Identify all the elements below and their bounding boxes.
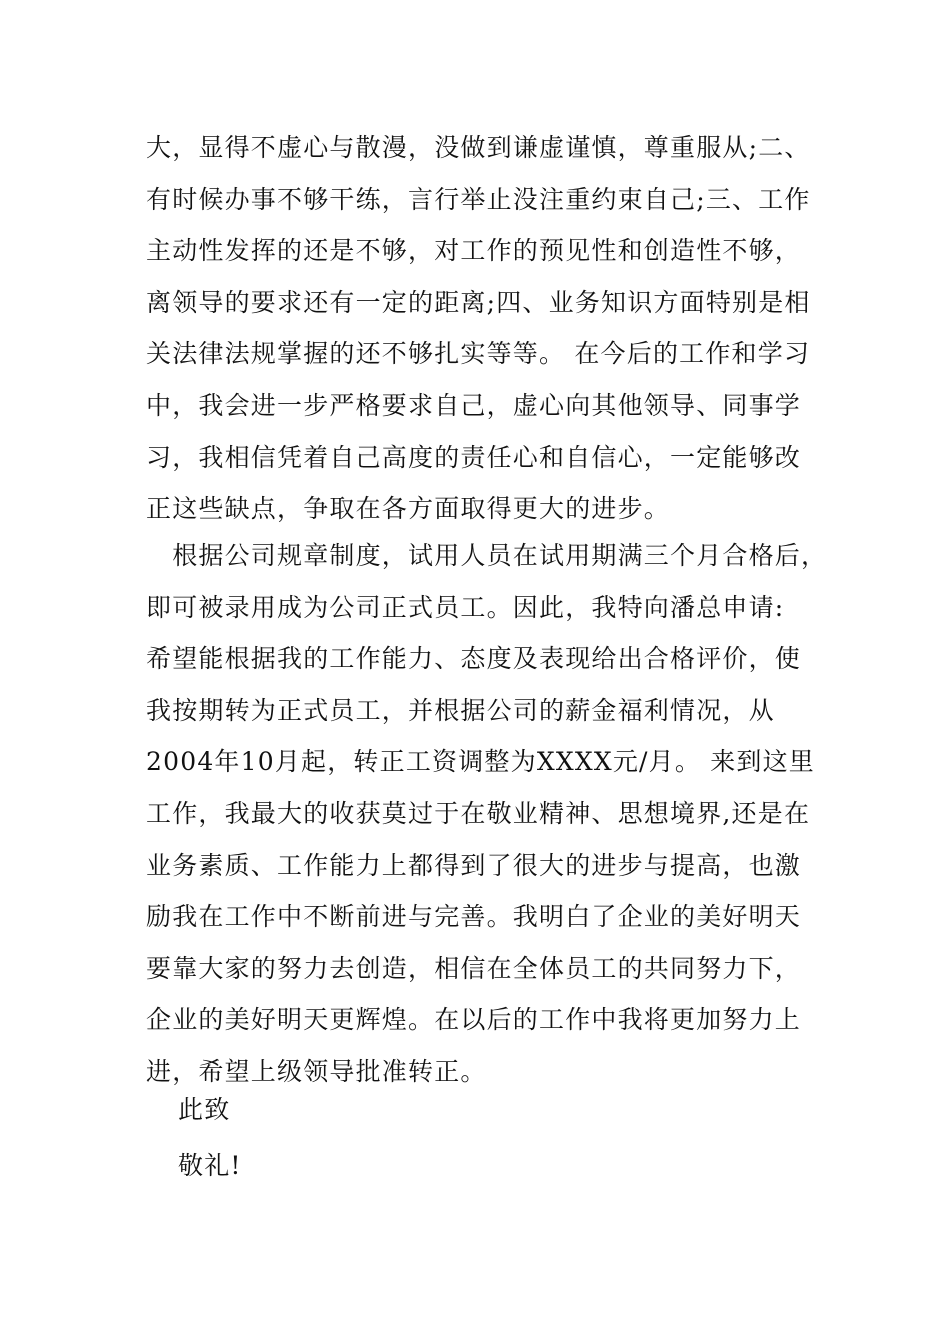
text-line: 关法律法规掌握的还不够扎实等等。 在今后的工作和学习 [146, 339, 811, 369]
text-line: 我按期转为正式员工，并根据公司的薪金福利情况，从 [146, 695, 775, 725]
text-line: 中，我会进一步严格要求自己，虚心向其他领导、同事学 [146, 390, 802, 420]
paragraph-application [146, 530, 836, 1098]
text-line: 大，显得不虚心与散漫，没做到谦虚谨慎，尊重服从;二、 [146, 133, 811, 162]
text-line: 企业的美好明天更辉煌。在以后的工作中我将更加努力上 [146, 1005, 802, 1035]
text-line: 要靠大家的努力去创造，相信在全体员工的共同努力下， [146, 953, 802, 983]
closing-regards: 敬礼! [178, 1151, 242, 1180]
text-line: 即可被录用成为公司正式员工。因此，我特向潘总申请: [146, 592, 785, 622]
paragraph-self-assessment [146, 122, 836, 535]
text-line: 工作，我最大的收获莫过于在敬业精神、思想境界,还是在 [146, 798, 811, 828]
text-line: 励我在工作中不断前进与完善。我明白了企业的美好明天 [146, 902, 802, 932]
text-line: 2004年10月起，转正工资调整为XXXX元/月。 来到这里 [146, 747, 815, 777]
text-line: 有时候办事不够干练，言行举止没注重约束自己;三、工作 [146, 184, 811, 214]
text-line: 正这些缺点，争取在各方面取得更大的进步。 [146, 494, 671, 524]
text-line: 希望能根据我的工作能力、态度及表现给出合格评价，使 [146, 644, 802, 674]
text-line: 进，希望上级领导批准转正。 [146, 1056, 487, 1086]
closing-salutation: 此致 [178, 1095, 231, 1124]
text-line: 主动性发挥的还是不够，对工作的预见性和创造性不够， [146, 236, 802, 266]
text-line: 业务素质、工作能力上都得到了很大的进步与提高，也激 [146, 850, 802, 880]
text-line: 离领导的要求还有一定的距离;四、业务知识方面特别是相 [146, 287, 811, 317]
text-line: 根据公司规章制度，试用人员在试用期满三个月合格后， [146, 541, 828, 570]
text-line: 习，我相信凭着自己高度的责任心和自信心，一定能够改 [146, 442, 802, 472]
